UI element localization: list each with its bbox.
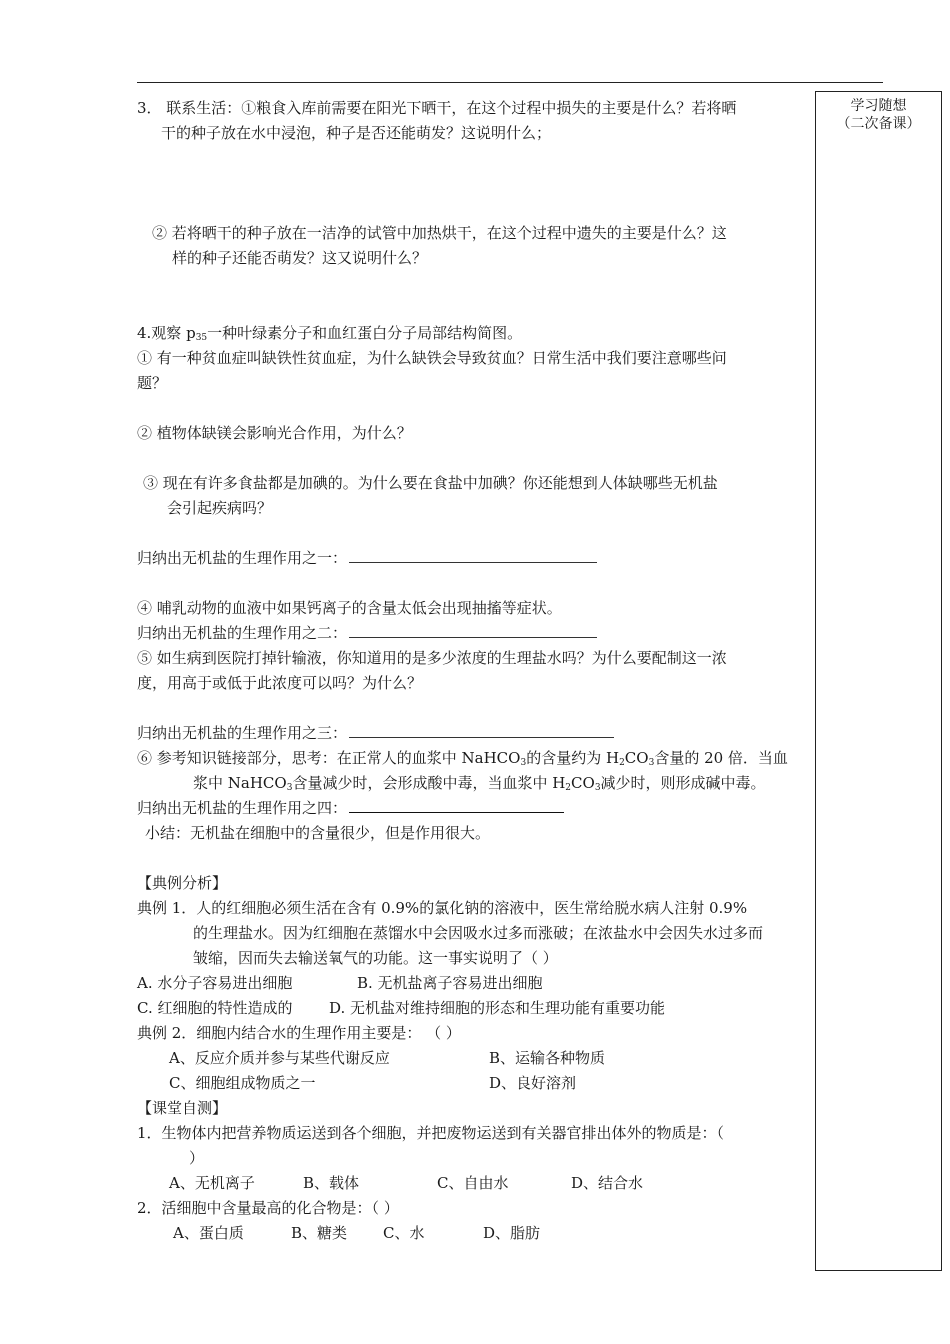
q4-item2: ② 植物体缺镁会影响光合作用，为什么？: [137, 424, 412, 442]
q4-item6-line2: [193, 773, 766, 793]
example1-option-c[interactable]: C. 红细胞的特性造成的: [137, 999, 293, 1017]
quiz-q1-line1: 1．生物体内把营养物质运送到各个细胞，并把废物运送到有关器官排出体外的物质是：（: [137, 1124, 725, 1142]
quiz-q2-option-b[interactable]: B、糖类: [291, 1224, 348, 1242]
quiz-q1-line2: ）: [189, 1149, 205, 1167]
example1-line1: 典例 1．人的红细胞必须生活在含有 0.9%的氯化钠的溶液中，医生常给脱水病人注射 0.9%: [137, 899, 748, 917]
q4-item5-line1: ⑤ 如生病到医院打掉针输液，你知道用的是多少浓度的生理盐水吗？为什么要配制这一浓: [137, 649, 727, 667]
q4-item3-line1: ③ 现在有许多食盐都是加碘的。为什么要在食盐中加碘？你还能想到人体缺哪些无机盐: [143, 474, 718, 492]
q4-item1-line2: 题？: [137, 374, 168, 392]
q4-item6-sub3: 3: [648, 758, 655, 768]
q4-item6-line2-text-b: 含量减少时，会形成酸中毒，当血浆中 H: [292, 774, 566, 792]
quiz-q2-option-d[interactable]: D、脂肪: [483, 1224, 541, 1242]
summary-4-blank[interactable]: [349, 798, 564, 813]
example2-option-d[interactable]: D、良好溶剂: [489, 1074, 577, 1092]
header-rule: [137, 82, 883, 83]
quiz-q1-option-d[interactable]: D、结合水: [571, 1174, 644, 1192]
sidebar-subtitle: （二次备课）: [836, 116, 921, 132]
summary-1: [137, 548, 597, 568]
q4-item3-line2: 会引起疾病吗？: [167, 499, 273, 517]
example1-option-b[interactable]: B. 无机盐离子容易进出细胞: [357, 974, 543, 992]
q4-summary: 小结：无机盐在细胞中的含量很少，但是作用很大。: [145, 824, 491, 842]
example1-option-a[interactable]: A. 水分子容易进出细胞: [137, 974, 293, 992]
summary-2: [137, 623, 597, 643]
summary-3-blank[interactable]: [349, 723, 614, 738]
quiz-q2-option-a[interactable]: A、蛋白质: [173, 1224, 244, 1242]
summary-4-label: 归纳出无机盐的生理作用之四：: [137, 799, 348, 817]
example1-line3: 皱缩，因而失去输送氧气的功能。这一事实说明了（ ）: [193, 949, 558, 967]
q4-intro-subscript: 35: [195, 333, 208, 343]
q4-item6-line2-sub2: 2: [565, 783, 572, 793]
summary-4: [137, 798, 564, 818]
quiz-q1-option-c[interactable]: C、自由水: [437, 1174, 509, 1192]
quiz-q1-option-b[interactable]: B、载体: [303, 1174, 360, 1192]
q4-item6-sub2: 2: [619, 758, 625, 768]
example1-option-d[interactable]: D. 无机盐对维持细胞的形态和生理功能有重要功能: [329, 999, 666, 1017]
q4-item6-line2-text-a: 浆中 NaHCO: [193, 774, 287, 792]
example2-option-b[interactable]: B、运输各种物质: [489, 1049, 606, 1067]
q4-item6-line2-text-d: 减少时，则形成碱中毒。: [600, 774, 766, 792]
q4-item1-line1: ① 有一种贫血症叫缺铁性贫血症，为什么缺铁会导致贫血？日常生活中我们要注意哪些问: [137, 349, 727, 367]
summary-1-blank[interactable]: [349, 548, 597, 563]
quiz-q2-stem: 2．活细胞中含量最高的化合物是：（ ）: [137, 1199, 399, 1217]
example2-option-c[interactable]: C、细胞组成物质之一: [169, 1074, 316, 1092]
q3-line3: ② 若将晒干的种子放在一洁净的试管中加热烘干，在这个过程中遗失的主要是什么？这: [152, 224, 727, 242]
summary-3: [137, 723, 614, 743]
q4-item6-text-d: 含量的 20 倍．当血: [654, 749, 788, 767]
q4-intro: [137, 323, 522, 343]
q3-line1: 3． 联系生活：①粮食入库前需要在阳光下晒干，在这个过程中损失的主要是什么？若将晒: [137, 99, 737, 117]
q4-item6-text-a: ⑥ 参考知识链接部分，思考：在正常人的血浆中 NaHCO: [137, 749, 521, 767]
q4-item5-line2: 度，用高于或低于此浓度可以吗？为什么？: [137, 674, 423, 692]
quiz-heading: 【课堂自测】: [137, 1099, 228, 1117]
q4-item6-text-c: CO: [624, 749, 649, 767]
q4-item6-text-b: 的含量约为 H: [526, 749, 620, 767]
example1-line2: 的生理盐水。因为红细胞在蒸馏水中会因吸水过多而涨破；在浓盐水中会因失水过多而: [193, 924, 764, 942]
q4-item4: ④ 哺乳动物的血液中如果钙离子的含量太低会出现抽搐等症状。: [137, 599, 562, 617]
q4-item6-line2-text-c: CO: [571, 774, 595, 792]
q4-intro-text-a: 4.观察 p: [137, 324, 196, 342]
examples-heading: 【典例分析】: [137, 874, 228, 892]
quiz-q1-option-a[interactable]: A、无机离子: [169, 1174, 255, 1192]
q3-line2: 干的种子放在水中浸泡，种子是否还能萌发？这说明什么；: [161, 124, 552, 142]
q4-item6-line1: [137, 748, 788, 768]
q4-item6-sub1: 3: [520, 758, 527, 768]
sidebar-title: 学习随想: [850, 98, 907, 114]
example2-option-a[interactable]: A、反应介质并参与某些代谢反应: [169, 1049, 390, 1067]
notes-sidebar: [815, 91, 942, 1271]
summary-2-blank[interactable]: [349, 623, 597, 638]
q4-item6-line2-sub3: 3: [594, 783, 601, 793]
q4-intro-text-b: 一种叶绿素分子和血红蛋白分子局部结构简图。: [207, 324, 523, 342]
summary-2-label: 归纳出无机盐的生理作用之二：: [137, 624, 348, 642]
q3-line4: 样的种子还能否萌发？这又说明什么？: [172, 249, 428, 267]
summary-1-label: 归纳出无机盐的生理作用之一：: [137, 549, 348, 567]
quiz-q2-option-c[interactable]: C、水: [383, 1224, 425, 1242]
example2-stem: 典例 2．细胞内结合水的生理作用主要是： （ ）: [137, 1024, 461, 1042]
summary-3-label: 归纳出无机盐的生理作用之三：: [137, 724, 348, 742]
q4-item6-line2-sub1: 3: [286, 783, 293, 793]
